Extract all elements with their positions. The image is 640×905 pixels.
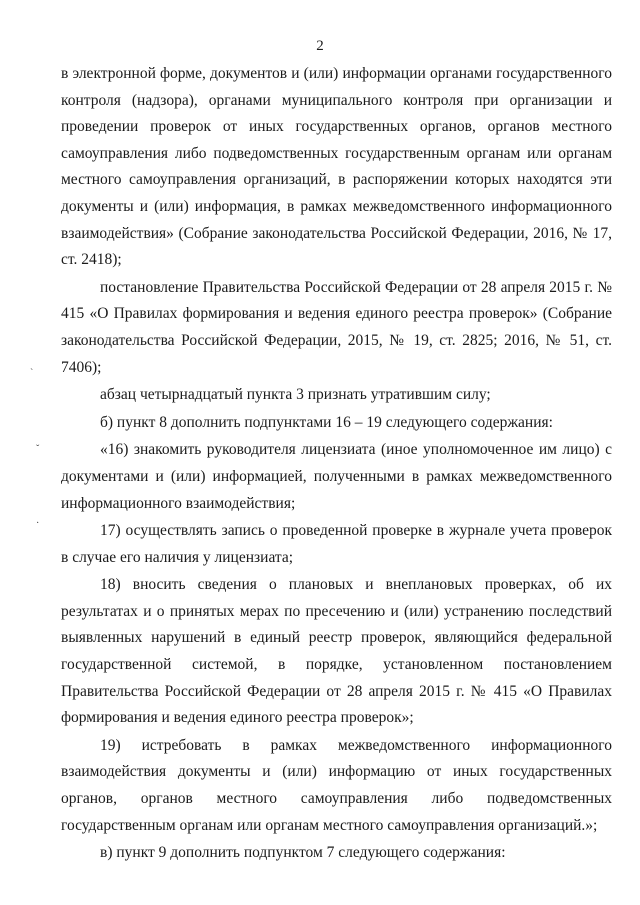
paragraph-item-b: б) пункт 8 дополнить подпунктами 16 – 19 следующего содержания:: [100, 413, 553, 431]
paragraph-resolution-415: постановление Правительства Российской Федерации от 28 апреля 2015 г. № 415 «О Правилах формирования и ведения единого реестра проверок» (Собрание законодательства Российской Федерации, 2015, № 19, ст. 2825; 2016, № 51, ст. 7406);: [61, 278, 612, 376]
paragraph-item-v: в) пункт 9 дополнить подпунктом 7 следующего содержания:: [100, 844, 506, 862]
margin-tick-mark: `: [30, 368, 34, 379]
document-body: [61, 61, 612, 867]
paragraph-continuation: в электронной форме, документов и (или) информации органами государственного контроля (надзора), органами муниципального контроля при организации и проведении проверок от иных государственных органов, органов местного самоуправления либо подведомственных государственным органам или органам местного самоуправления организаций, в распоряжении которых находятся эти документы и (или) информация, в рамках межведомственного информационного взаимодействия» (Собрание законодательства Российской Федерации, 2016, № 17, ст. 2418);: [61, 65, 612, 269]
paragraph-abzac-14: абзац четырнадцатый пункта 3 признать утратившим силу;: [100, 386, 491, 404]
paragraph-subitem-18: 18) вносить сведения о плановых и внеплановых проверках, об их результатах и о принятых мерах по пресечению и (или) устранению последствий выявленных нарушений в единый реестр проверок, являющийся федеральной государственной системой, в порядке, установленном постановлением Правительства Российской Федерации от 28 апреля 2015 г. № 415 «О Правилах формирования и ведения единого реестра проверок»;: [61, 576, 612, 727]
margin-tick-mark: ·: [36, 518, 40, 529]
margin-tick-mark: ˇ: [36, 444, 40, 455]
paragraph-subitem-16: «16) знакомить руководителя лицензиата (иное уполномоченное им лицо) с документами и (или) информацией, полученными в рамках межведомственного информационного взаимодействия;: [61, 441, 612, 512]
paragraph-subitem-17: 17) осуществлять запись о проведенной проверке в журнале учета проверок в случае его наличия у лицензиата;: [61, 522, 612, 566]
page-number: 2: [316, 38, 324, 54]
paragraph-subitem-19: 19) истребовать в рамках межведомственного информационного взаимодействия документы и (или) информацию от иных государственных органов, органов местного самоуправления либо подведомственных государственным органам или органам местного самоуправления организаций.»;: [61, 736, 612, 834]
